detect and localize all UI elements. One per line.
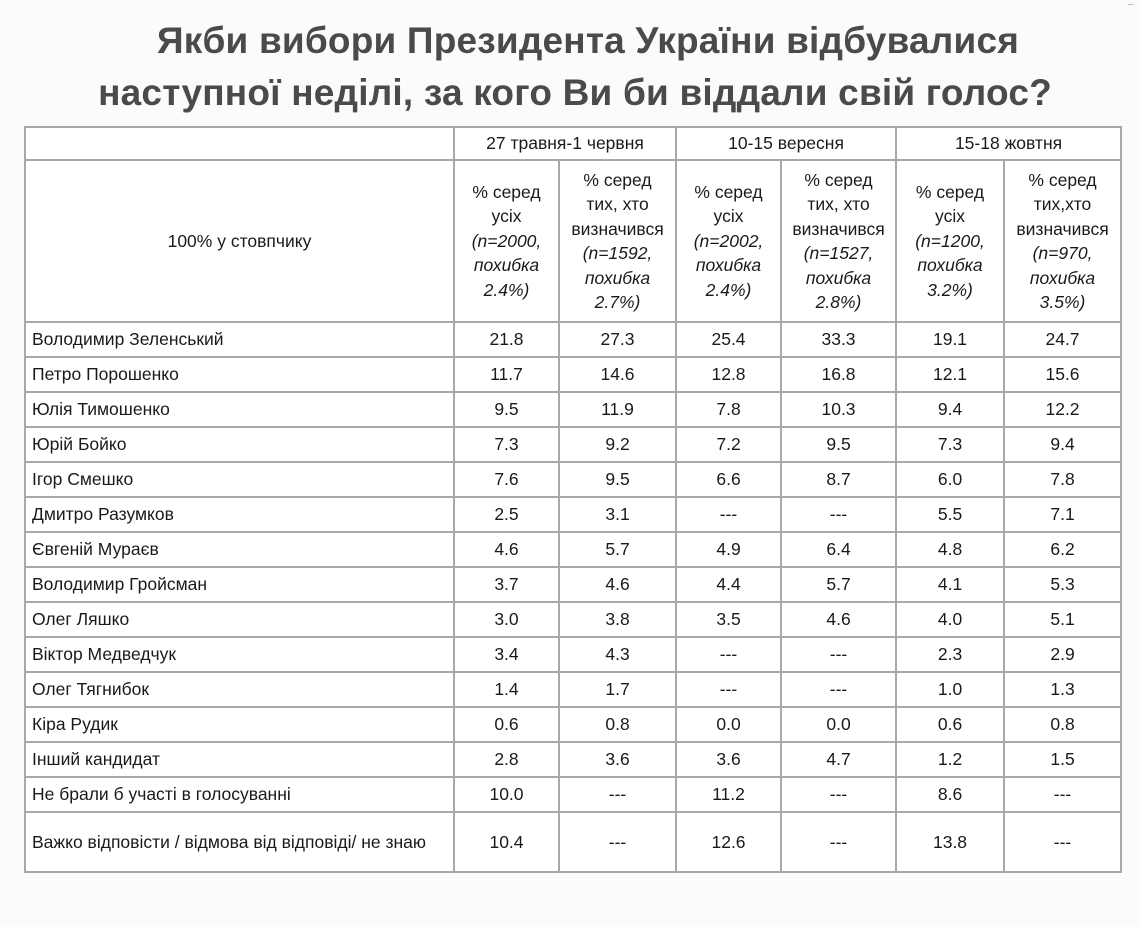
candidate-name: Кіра Рудик xyxy=(26,708,453,741)
value-cell: 2.9 xyxy=(1005,638,1120,671)
subheader-line: похибка xyxy=(584,267,651,288)
table-row xyxy=(26,813,1120,871)
candidate-name: Володимир Гройсман xyxy=(26,568,453,601)
table-row xyxy=(26,463,1120,496)
subheader-line: % серед xyxy=(694,181,763,202)
value-cell: 4.6 xyxy=(782,603,895,636)
value-cell: 9.4 xyxy=(1005,428,1120,461)
subheader-line: похибка xyxy=(695,255,762,276)
table-row xyxy=(26,778,1120,811)
table-row xyxy=(26,428,1120,461)
value-cell: 13.8 xyxy=(897,813,1003,871)
table-body xyxy=(26,323,1120,871)
value-cell: 6.4 xyxy=(782,533,895,566)
subheader-line: % серед xyxy=(472,181,541,202)
subheader-line: 3.5%) xyxy=(1039,292,1086,312)
value-cell: 10.4 xyxy=(455,813,558,871)
value-cell: 0.8 xyxy=(560,708,675,741)
value-cell: 15.6 xyxy=(1005,358,1120,391)
candidate-name: Юрій Бойко xyxy=(26,428,453,461)
poll-table-container xyxy=(24,126,1118,873)
period-header-row xyxy=(26,128,1120,159)
value-cell: 12.1 xyxy=(897,358,1003,391)
table-row xyxy=(26,393,1120,426)
value-cell: --- xyxy=(782,638,895,671)
value-cell: 12.6 xyxy=(677,813,780,871)
candidate-name: Дмитро Разумков xyxy=(26,498,453,531)
subheader-line: 2.4%) xyxy=(705,279,752,300)
candidate-name: Ігор Смешко xyxy=(26,463,453,496)
candidate-name: Олег Тягнибок xyxy=(26,673,453,706)
subheader-cell xyxy=(897,161,1003,321)
value-cell: --- xyxy=(782,673,895,706)
value-cell: 1.2 xyxy=(897,743,1003,776)
candidate-name: Важко відповісти / відмова від відповіді/ не знаю xyxy=(26,813,453,871)
value-cell: 4.9 xyxy=(677,533,780,566)
value-cell: 11.2 xyxy=(677,778,780,811)
table-row xyxy=(26,498,1120,531)
corner-mark xyxy=(1128,0,1134,5)
value-cell: 24.7 xyxy=(1005,323,1120,356)
value-cell: --- xyxy=(782,813,895,871)
value-cell: 7.6 xyxy=(455,463,558,496)
subheader-line: 2.8%) xyxy=(815,292,862,312)
value-cell: 7.2 xyxy=(677,428,780,461)
value-cell: 12.8 xyxy=(677,358,780,391)
page-title-line-2: наступної неділі, за кого Ви би віддали свій голос? xyxy=(98,72,1052,113)
value-cell: 3.7 xyxy=(455,568,558,601)
value-cell: 4.8 xyxy=(897,533,1003,566)
value-cell: 11.7 xyxy=(455,358,558,391)
value-cell: 0.6 xyxy=(455,708,558,741)
subheader-line: визначився xyxy=(571,218,664,239)
value-cell: 11.9 xyxy=(560,393,675,426)
subheader-line: 2.4%) xyxy=(483,279,530,300)
value-cell: 19.1 xyxy=(897,323,1003,356)
value-cell: 8.6 xyxy=(897,778,1003,811)
value-cell: --- xyxy=(560,813,675,871)
value-cell: 3.4 xyxy=(455,638,558,671)
value-cell: 3.0 xyxy=(455,603,558,636)
value-cell: 3.8 xyxy=(560,603,675,636)
period-header: 15-18 жовтня xyxy=(897,128,1120,159)
table-row xyxy=(26,673,1120,706)
subheader-line: тих, хто xyxy=(586,194,649,214)
value-cell: 3.5 xyxy=(677,603,780,636)
subheader-cell xyxy=(455,161,558,321)
candidate-name: Не брали б участі в голосуванні xyxy=(26,778,453,811)
page-title-line-1: Якби вибори Президента України відбувалися xyxy=(156,20,1020,61)
value-cell: 25.4 xyxy=(677,323,780,356)
subheader-line: (n=1527, xyxy=(803,243,874,263)
subheader-row xyxy=(26,161,1120,321)
subheader-line: тих, хто xyxy=(807,194,870,214)
subheader-line: похибка xyxy=(1029,267,1096,288)
candidate-name: Інший кандидат xyxy=(26,743,453,776)
value-cell: 2.5 xyxy=(455,498,558,531)
value-cell: 1.0 xyxy=(897,673,1003,706)
value-cell: 0.0 xyxy=(782,708,895,741)
table-row xyxy=(26,568,1120,601)
value-cell: 9.2 xyxy=(560,428,675,461)
value-cell: 4.0 xyxy=(897,603,1003,636)
value-cell: 4.7 xyxy=(782,743,895,776)
value-cell: 3.1 xyxy=(560,498,675,531)
value-cell: 3.6 xyxy=(560,743,675,776)
subheader-line: усіх xyxy=(491,206,522,227)
poll-table xyxy=(24,126,1122,873)
value-cell: 9.5 xyxy=(782,428,895,461)
value-cell: --- xyxy=(677,638,780,671)
value-cell: 33.3 xyxy=(782,323,895,356)
subheader-cell xyxy=(782,161,895,321)
candidate-name: Олег Ляшко xyxy=(26,603,453,636)
value-cell: 4.6 xyxy=(560,568,675,601)
value-cell: 1.7 xyxy=(560,673,675,706)
subheader-line: (n=1200, xyxy=(915,230,985,251)
subheader-line: 3.2%) xyxy=(927,279,973,300)
value-cell: 4.3 xyxy=(560,638,675,671)
subheader-line: усіх xyxy=(935,206,965,227)
value-cell: 8.7 xyxy=(782,463,895,496)
value-cell: 10.3 xyxy=(782,393,895,426)
value-cell: 16.8 xyxy=(782,358,895,391)
value-cell: 10.0 xyxy=(455,778,558,811)
value-cell: 5.7 xyxy=(782,568,895,601)
subheader-cell xyxy=(677,161,780,321)
value-cell: 1.5 xyxy=(1005,743,1120,776)
subheader-cell xyxy=(1005,161,1120,321)
value-cell: 9.5 xyxy=(560,463,675,496)
value-cell: 1.3 xyxy=(1005,673,1120,706)
table-row xyxy=(26,638,1120,671)
value-cell: 12.2 xyxy=(1005,393,1120,426)
value-cell: --- xyxy=(1005,813,1120,871)
table-row xyxy=(26,533,1120,566)
subheader-line: тих,хто xyxy=(1033,194,1092,214)
value-cell: 6.6 xyxy=(677,463,780,496)
table-row xyxy=(26,323,1120,356)
table-row xyxy=(26,743,1120,776)
subheader-line: похибка xyxy=(805,267,872,288)
candidate-name: Євгеній Мураєв xyxy=(26,533,453,566)
value-cell: 2.3 xyxy=(897,638,1003,671)
period-header: 10-15 вересня xyxy=(677,128,895,159)
subheader-line: (n=2000, xyxy=(471,230,542,251)
empty-header-cell xyxy=(26,128,453,159)
subheader-line: (n=970, xyxy=(1032,243,1093,263)
subheader-line: 2.7%) xyxy=(594,292,641,312)
table-row xyxy=(26,358,1120,391)
value-cell: 0.8 xyxy=(1005,708,1120,741)
value-cell: 7.3 xyxy=(897,428,1003,461)
value-cell: 21.8 xyxy=(455,323,558,356)
value-cell: 6.0 xyxy=(897,463,1003,496)
candidate-name: Петро Порошенко xyxy=(26,358,453,391)
value-cell: --- xyxy=(560,778,675,811)
value-cell: 9.5 xyxy=(455,393,558,426)
value-cell: 7.1 xyxy=(1005,498,1120,531)
value-cell: 0.6 xyxy=(897,708,1003,741)
value-cell: 4.6 xyxy=(455,533,558,566)
subheader-line: визначився xyxy=(792,218,885,239)
corner-label: 100% у стовпчику xyxy=(26,161,453,321)
value-cell: 5.1 xyxy=(1005,603,1120,636)
subheader-line: % серед xyxy=(1028,169,1097,190)
candidate-name: Володимир Зеленський xyxy=(26,323,453,356)
subheader-line: % серед xyxy=(804,169,873,190)
subheader-line: похибка xyxy=(473,255,540,276)
value-cell: 7.8 xyxy=(1005,463,1120,496)
candidate-name: Юлія Тимошенко xyxy=(26,393,453,426)
value-cell: --- xyxy=(782,498,895,531)
value-cell: --- xyxy=(677,673,780,706)
value-cell: 0.0 xyxy=(677,708,780,741)
subheader-line: похибка xyxy=(917,255,983,276)
subheader-line: (n=1592, xyxy=(582,243,653,263)
value-cell: --- xyxy=(677,498,780,531)
value-cell: 4.1 xyxy=(897,568,1003,601)
subheader-cell xyxy=(560,161,675,321)
value-cell: 27.3 xyxy=(560,323,675,356)
value-cell: 5.7 xyxy=(560,533,675,566)
subheader-line: % серед xyxy=(915,181,985,202)
table-row xyxy=(26,708,1120,741)
value-cell: 1.4 xyxy=(455,673,558,706)
value-cell: --- xyxy=(1005,778,1120,811)
subheader-line: (n=2002, xyxy=(693,230,764,251)
value-cell: 7.3 xyxy=(455,428,558,461)
value-cell: 6.2 xyxy=(1005,533,1120,566)
candidate-name: Віктор Медведчук xyxy=(26,638,453,671)
subheader-line: усіх xyxy=(713,206,744,227)
value-cell: 5.5 xyxy=(897,498,1003,531)
value-cell: 14.6 xyxy=(560,358,675,391)
value-cell: 7.8 xyxy=(677,393,780,426)
value-cell: 4.4 xyxy=(677,568,780,601)
value-cell: --- xyxy=(782,778,895,811)
subheader-line: визначився xyxy=(1016,218,1109,239)
value-cell: 3.6 xyxy=(677,743,780,776)
value-cell: 5.3 xyxy=(1005,568,1120,601)
period-header: 27 травня-1 червня xyxy=(455,128,675,159)
value-cell: 9.4 xyxy=(897,393,1003,426)
subheader-line: % серед xyxy=(583,169,652,190)
table-row xyxy=(26,603,1120,636)
value-cell: 2.8 xyxy=(455,743,558,776)
